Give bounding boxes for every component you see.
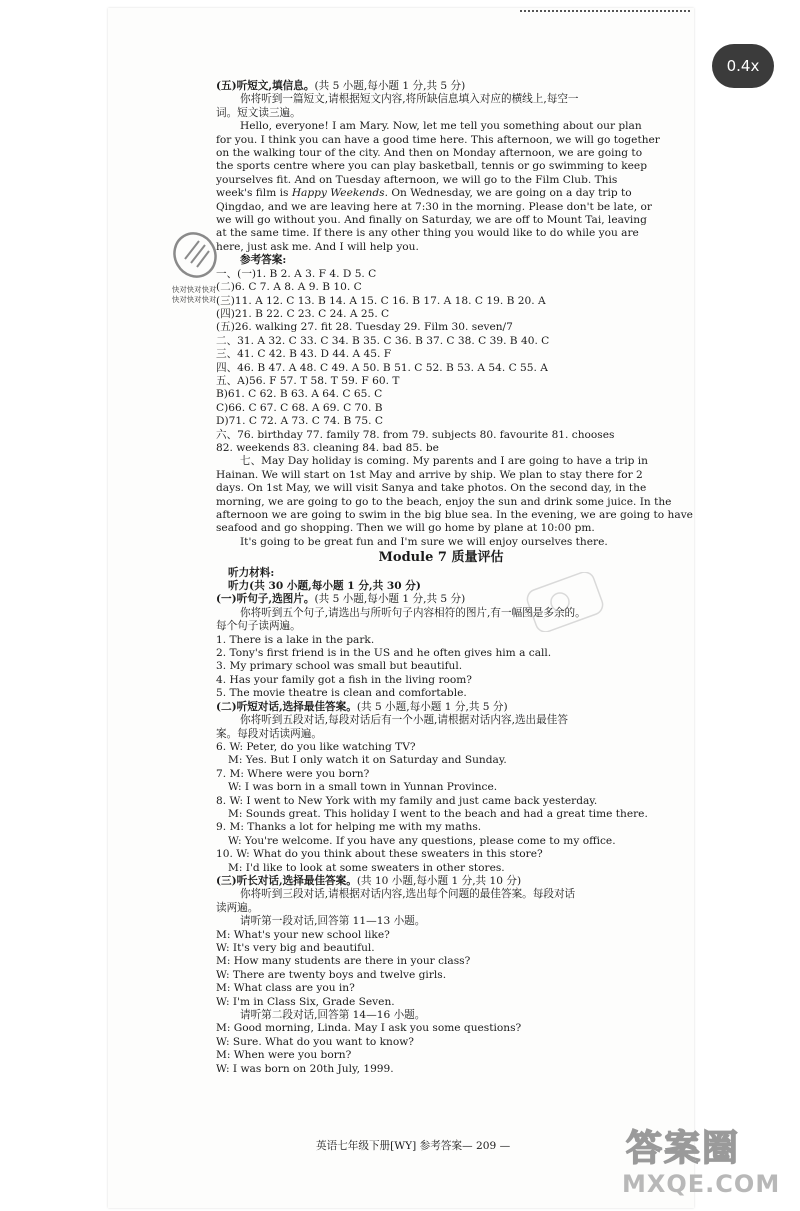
instruction: 你将听到三段对话,请根据对话内容,选出每个问题的最佳答案。每段对话 — [240, 888, 576, 901]
passage-text: . On Wednesday, we are going on a day trip to — [384, 187, 632, 200]
essay-line: afternoon we are going to swim in the big blue sea. In the evening, we are going to have — [216, 509, 693, 521]
instruction: 案。每段对话读两遍。 — [216, 727, 322, 740]
watermark-logo: 答案圈 — [626, 1128, 741, 1169]
answer-line: D)71. C 72. A 73. C 74. B 75. C — [216, 415, 383, 428]
section-note: (共 5 小题,每小题 1 分,共 5 分) — [314, 593, 466, 606]
dialog-line: 8. W: I went to New York with my family and just came back yesterday. — [216, 794, 598, 807]
dialog-line: W: It's very big and beautiful. — [216, 942, 375, 954]
dialog-line: W: I was born in a small town in Yunnan Province. — [228, 781, 498, 794]
essay-line: seafood and go shopping. Then we will go home by plane at 10:00 pm. — [216, 522, 595, 535]
answer-line: (五)26. walking 27. fit 28. Tuesday 29. Film 30. seven/7 — [216, 321, 513, 334]
answer-line: 二、31. A 32. C 33. C 34. B 35. C 36. B 37. C 38. C 39. B 40. C — [216, 334, 550, 347]
sub-instruction: 请听第二段对话,回答第 14—16 小题。 — [240, 1009, 426, 1022]
page-top-edge — [520, 10, 690, 12]
answer-line: (四)21. B 22. C 23. C 24. A 25. C — [216, 307, 390, 320]
dialog-line: M: What's your new school like? — [216, 928, 390, 941]
answer-line: (三)11. A 12. C 13. B 14. A 15. C 16. B 17. A 18. C 19. B 20. A — [216, 294, 546, 307]
section-heading: (一)听句子,选图片。 — [216, 593, 315, 606]
section-note: (共 5 小题,每小题 1 分,共 5 分) — [356, 700, 508, 713]
passage-line: the sports centre where you can play basketball, tennis or go swimming to keep — [216, 160, 647, 173]
passage-text: week's film is — [216, 187, 292, 200]
answer-line: C)66. C 67. C 68. A 69. C 70. B — [216, 401, 383, 414]
sentence-item: 1. There is a lake in the park. — [216, 633, 375, 646]
answer-line: 五、A)56. F 57. T 58. T 59. F 60. T — [216, 374, 400, 387]
answer-line: 82. weekends 83. cleaning 84. bad 85. be — [216, 441, 439, 454]
answer-line: (二)6. C 7. A 8. A 9. B 10. C — [216, 281, 362, 294]
material-label: 听力材料: — [228, 566, 275, 579]
dialog-line: W: Sure. What do you want to know? — [216, 1035, 414, 1048]
passage-line: here, just ask me. And I will help you. — [216, 240, 419, 253]
document-content — [216, 80, 693, 1076]
side-note-line: 快对快对快对 — [172, 295, 217, 304]
essay-line: 七、May Day holiday is coming. My parents and I are going to have a trip in — [240, 455, 648, 468]
dialog-line: M: Yes. But I only watch it on Saturday and Sunday. — [228, 754, 507, 767]
page-footer: 英语七年级下册[WY] 参考答案— 209 — — [316, 1140, 511, 1152]
section-heading: (三)听长对话,选择最佳答案。 — [216, 874, 357, 887]
instruction: 词。短文读三遍。 — [216, 106, 301, 119]
instruction: 你将听到五个句子,请选出与所听句子内容相符的图片,有一幅图是多余的。 — [240, 606, 586, 619]
passage-line — [216, 187, 666, 200]
side-note — [172, 285, 216, 305]
zoom-level-badge[interactable]: 0.4x — [712, 44, 774, 88]
dialog-line: W: I'm in Class Six, Grade Seven. — [216, 995, 395, 1008]
essay-line: Hainan. We will start on 1st May and arrive by ship. We plan to stay there for 2 — [216, 468, 643, 481]
dialog-line: 6. W: Peter, do you like watching TV? — [216, 740, 416, 753]
sentence-item: 4. Has your family got a fish in the living room? — [216, 673, 472, 686]
passage-line: we will go without you. And finally on Saturday, we are off to Mount Tai, leaving — [216, 214, 647, 227]
listening-label: 听力(共 30 小题,每小题 1 分,共 30 分) — [228, 580, 421, 593]
film-title: Happy Weekends — [291, 187, 385, 200]
answer-line: 三、41. C 42. B 43. D 44. A 45. F — [216, 348, 392, 361]
section-heading: (二)听短对话,选择最佳答案。 — [216, 700, 357, 713]
module-title: Module 7 质量评估 — [378, 550, 504, 566]
dialog-line: W: There are twenty boys and twelve girls. — [216, 968, 447, 981]
passage-line: yourselves fit. And on Tuesday afternoon, we will go to the Film Club. This — [216, 173, 618, 186]
answer-line: B)61. C 62. B 63. A 64. C 65. C — [216, 388, 383, 401]
sub-instruction: 请听第一段对话,回答第 11—13 小题。 — [240, 915, 426, 928]
section-heading: (五)听短文,填信息。 — [216, 80, 315, 92]
passage-line: for you. I think you can have a good time here. This afternoon, we will go together — [216, 133, 660, 146]
section-note: (共 5 小题,每小题 1 分,共 5 分) — [314, 80, 466, 92]
dialog-line: W: You're welcome. If you have any questions, please come to my office. — [228, 834, 616, 847]
essay-line: days. On 1st May, we will visit Sanya and take photos. On the second day, in the — [216, 482, 647, 495]
passage-line: Hello, everyone! I am Mary. Now, let me tell you something about our plan — [240, 120, 642, 133]
passage-line: at the same time. If there is any other thing you would like to do while you are — [216, 227, 639, 240]
dialog-line: M: Good morning, Linda. May I ask you some questions? — [216, 1022, 522, 1035]
answer-line: 四、46. B 47. A 48. C 49. A 50. B 51. C 52. B 53. A 54. C 55. A — [216, 361, 548, 374]
answer-line: 一、(一)1. B 2. A 3. F 4. D 5. C — [216, 267, 377, 280]
instruction: 每个句子读两遍。 — [216, 620, 301, 633]
passage-line: on the walking tour of the city. And then on Monday afternoon, we are going to — [216, 147, 643, 160]
sentence-item: 2. Tony's first friend is in the US and he often gives him a call. — [216, 647, 552, 660]
watermark-url: MXQE.COM — [622, 1170, 781, 1198]
essay-line: It's going to be great fun and I'm sure we will enjoy ourselves there. — [240, 535, 608, 548]
dialog-line: M: What class are you in? — [216, 982, 355, 995]
passage-line: Qingdao, and we are leaving here at 7:30 in the morning. Please don't be late, or — [216, 200, 652, 213]
sentence-item: 5. The movie theatre is clean and comfortable. — [216, 687, 467, 700]
dialog-line: W: I was born on 20th July, 1999. — [216, 1062, 394, 1075]
dialog-line: M: Sounds great. This holiday I went to the beach and had a great time there. — [228, 807, 648, 820]
dialog-line: 9. M: Thanks a lot for helping me with my maths. — [216, 821, 482, 834]
instruction: 你将听到五段对话,每段对话后有一个小题,请根据对话内容,选出最佳答 — [240, 714, 568, 727]
answers-heading: 参考答案: — [240, 254, 287, 267]
section-note: (共 10 小题,每小题 1 分,共 10 分) — [356, 874, 522, 887]
dialog-line: M: I'd like to look at some sweaters in other stores. — [228, 861, 505, 874]
dialog-line: M: When were you born? — [216, 1049, 352, 1062]
sentence-item: 3. My primary school was small but beautiful. — [216, 660, 463, 673]
dialog-line: 10. W: What do you think about these sweaters in this store? — [216, 848, 543, 861]
dialog-line: 7. M: Where were you born? — [216, 767, 370, 780]
instruction: 你将听到一篇短文,请根据短文内容,将所缺信息填入对应的横线上,每空一 — [240, 93, 579, 106]
essay-line: morning, we are going to go to the beach, enjoy the sun and drink some juice. In the — [216, 495, 672, 508]
instruction: 读两遍。 — [216, 901, 259, 914]
dialog-line: M: How many students are there in your class? — [216, 955, 471, 968]
answer-line: 六、76. birthday 77. family 78. from 79. subjects 80. favourite 81. chooses — [216, 428, 615, 441]
side-note-line: 快对快对快对 — [172, 285, 217, 294]
